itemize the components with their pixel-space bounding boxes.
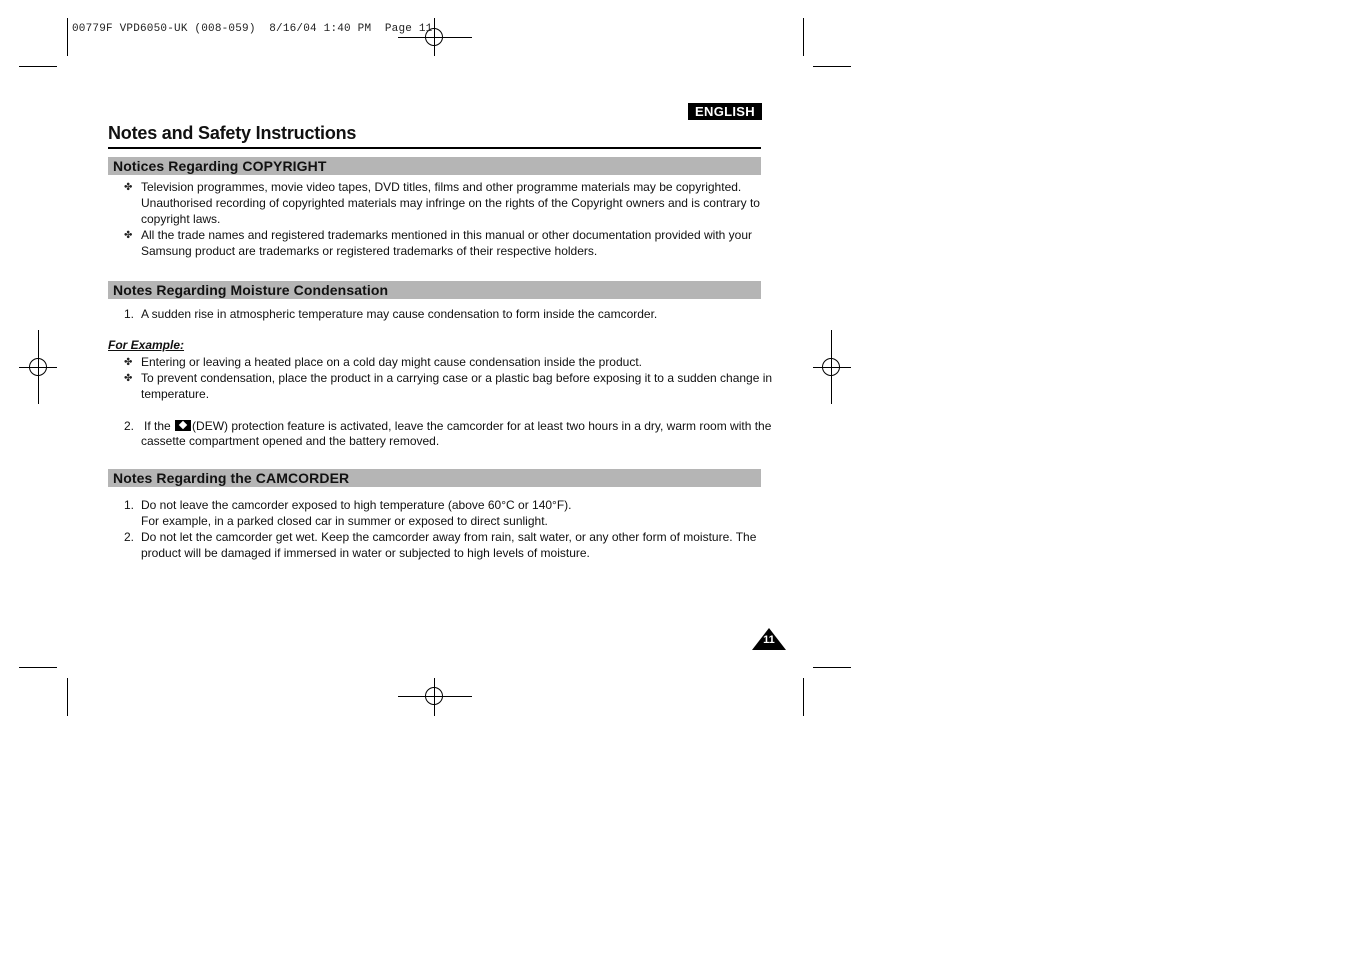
crop-mark	[803, 678, 804, 716]
body-text: Samsung product are trademarks or registered trademarks of their respective holders.	[141, 244, 598, 258]
bullet-icon: ✤	[124, 357, 133, 368]
print-slug: 00779F VPD6050-UK (008-059) 8/16/04 1:40 PM Page 11	[72, 23, 433, 35]
body-text: A sudden rise in atmospheric temperature may cause condensation to form inside the camcorder.	[141, 307, 658, 321]
body-text: Do not leave the camcorder exposed to high temperature (above 60°C or 140°F).	[141, 498, 572, 512]
list-number: 2.	[124, 419, 135, 433]
crop-mark	[813, 66, 851, 67]
section-heading-copyright: Notices Regarding COPYRIGHT	[108, 157, 761, 175]
body-text: Entering or leaving a heated place on a cold day might cause condensation inside the product.	[141, 355, 642, 369]
crop-mark	[19, 66, 57, 67]
body-text: copyright laws.	[141, 212, 221, 226]
body-text: Unauthorised recording of copyrighted materials may infringe on the rights of the Copyright owners and is contrary to	[141, 196, 760, 210]
bullet-icon: ✤	[124, 373, 133, 384]
body-text: cassette compartment opened and the battery removed.	[141, 434, 440, 448]
body-text: To prevent condensation, place the product in a carrying case or a plastic bag before exposing it to a sudden change in	[141, 371, 773, 385]
dew-icon	[175, 420, 191, 431]
crop-mark	[19, 667, 57, 668]
list-number: 1.	[124, 307, 135, 321]
crop-mark	[67, 678, 68, 716]
list-number: 1.	[124, 498, 135, 512]
bullet-icon: ✤	[124, 230, 133, 241]
body-text: For example, in a parked closed car in summer or exposed to direct sunlight.	[141, 514, 548, 528]
body-text: product will be damaged if immersed in water or subjected to high levels of moisture.	[141, 546, 590, 560]
list-number: 2.	[124, 530, 135, 544]
body-text: temperature.	[141, 387, 210, 401]
registration-circle	[822, 358, 840, 376]
crop-mark	[67, 18, 68, 56]
registration-circle	[425, 687, 443, 705]
body-text: Television programmes, movie video tapes, DVD titles, films and other programme materials may be copyrighted.	[141, 180, 742, 194]
body-text: Do not let the camcorder get wet. Keep the camcorder away from rain, salt water, or any other form of moisture. The	[141, 530, 757, 544]
for-example-label: For Example:	[108, 338, 185, 352]
page-number: 11	[763, 634, 775, 646]
section-heading-camcorder: Notes Regarding the CAMCORDER	[108, 469, 761, 487]
page-title: Notes and Safety Instructions	[108, 123, 357, 143]
bullet-icon: ✤	[124, 182, 133, 193]
language-badge: ENGLISH	[688, 103, 762, 120]
crop-mark	[813, 667, 851, 668]
dew-text-post: (DEW) protection feature is activated, leave the camcorder for at least two hours in a dry, warm room with the	[192, 419, 772, 433]
dew-text-pre: If the	[144, 419, 171, 433]
body-text: All the trade names and registered trademarks mentioned in this manual or other documentation provided with your	[141, 228, 752, 242]
section-heading-moisture: Notes Regarding Moisture Condensation	[108, 281, 761, 299]
crop-mark	[803, 18, 804, 56]
body-text-dew	[144, 418, 771, 434]
title-rule	[108, 147, 761, 149]
registration-circle	[29, 358, 47, 376]
